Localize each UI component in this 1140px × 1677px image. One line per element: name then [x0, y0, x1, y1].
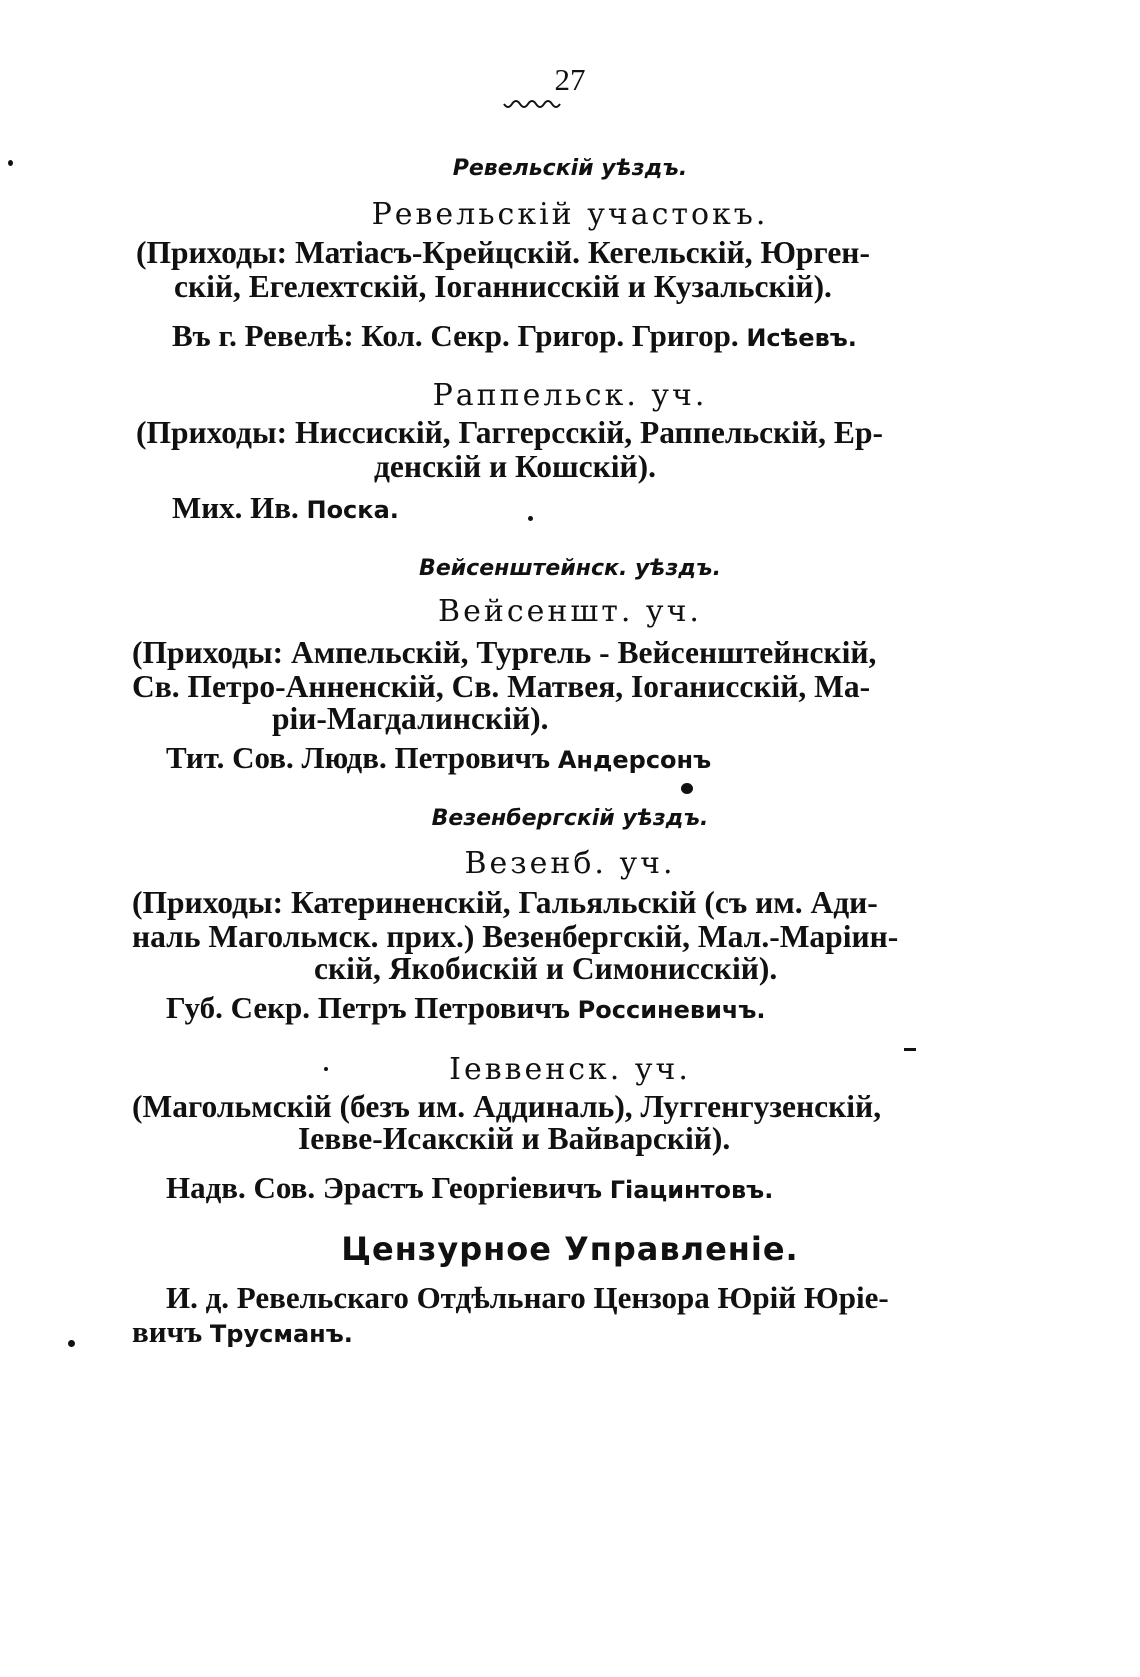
- official-title: Тит. Сов. Людв. Петровичъ: [166, 740, 551, 775]
- censor-line: И. д. Ревельскаго Отдѣльнаго Цензора Юрій Юріе-: [166, 1280, 889, 1315]
- district-title: Раппельск. уч.: [432, 378, 708, 413]
- parishes-line: (Приходы: Катериненскій, Гальяльскій (съ им. Ади-: [132, 885, 878, 920]
- official-title: Губ. Секр. Петръ Петровичъ: [166, 990, 570, 1025]
- official-line: [166, 1170, 773, 1206]
- official-line: [166, 990, 766, 1026]
- official-title: Надв. Сов. Эрастъ Георгіевичъ: [166, 1170, 602, 1205]
- censor-line: [132, 1314, 353, 1350]
- parishes-line: (Приходы: Ампельскій, Тургель - Вейсенштейнскій,: [132, 635, 877, 670]
- print-speck: [681, 783, 693, 794]
- parishes-line: (Приходы: Ниссискій, Гаггерсскій, Раппельскій, Ер-: [136, 415, 883, 450]
- official-title: Въ г. Ревелѣ: Кол. Секр. Григор. Григор.: [172, 318, 739, 353]
- print-speck: [324, 1067, 328, 1071]
- official-surname: Россиневичъ.: [577, 996, 766, 1024]
- official-surname: Исѣевъ.: [746, 324, 857, 352]
- official-surname: Поска.: [306, 496, 399, 524]
- district-title: Везенб. уч.: [464, 846, 676, 881]
- uezd-heading: Ревельскій уѣздъ.: [452, 156, 688, 181]
- uezd-heading: Вейсенштейнск. уѣздъ.: [419, 556, 721, 581]
- print-speck: [8, 160, 13, 166]
- parishes-line: (Магольмскій (безъ им. Аддиналь), Луггенгузенскій,: [132, 1089, 882, 1124]
- parishes-line: скій, Якобискій и Симонисскій).: [314, 951, 778, 986]
- parishes-line: (Приходы: Матіасъ-Крейцскій. Кегельскій, Юрген-: [136, 235, 870, 270]
- parishes-line: ріи-Магдалинскій).: [272, 701, 549, 736]
- print-speck: [528, 516, 533, 521]
- page-number: 27: [554, 62, 586, 97]
- official-surname: Андерсонъ: [557, 746, 712, 774]
- district-title: Іеввенск. уч.: [449, 1052, 691, 1087]
- official-surname: Гіацинтовъ.: [609, 1176, 774, 1204]
- official-line: [172, 490, 399, 526]
- official-title: Мих. Ив.: [172, 490, 299, 525]
- ornament-squiggle: [502, 100, 566, 112]
- district-title: Ревельскій участокъ.: [371, 197, 769, 232]
- uezd-heading: Везенбергскій уѣздъ.: [431, 806, 709, 831]
- print-speck: [68, 1340, 75, 1347]
- parishes-line: Іевве-Исакскій и Вайварскій).: [298, 1121, 731, 1156]
- parishes-line: денскій и Кошскій).: [374, 449, 657, 484]
- district-title: Вейсеншт. уч.: [438, 594, 702, 629]
- parishes-line: Св. Петро-Анненскій, Св. Матвея, Іоганисскій, Ма-: [132, 669, 871, 704]
- official-line: [172, 318, 857, 354]
- censor-heading: Цензурное Управленіе.: [341, 1230, 799, 1268]
- censor-line-start: вичъ: [132, 1314, 203, 1349]
- censor-surname: Трусманъ.: [209, 1320, 353, 1348]
- parishes-line: наль Магольмск. прих.) Везенбергскій, Мал.-Маріин-: [132, 919, 899, 954]
- print-dash: [904, 1048, 916, 1051]
- parishes-line: скій, Егелехтскій, Іоганнисскій и Кузальскій).: [174, 269, 832, 304]
- official-line: [166, 740, 711, 776]
